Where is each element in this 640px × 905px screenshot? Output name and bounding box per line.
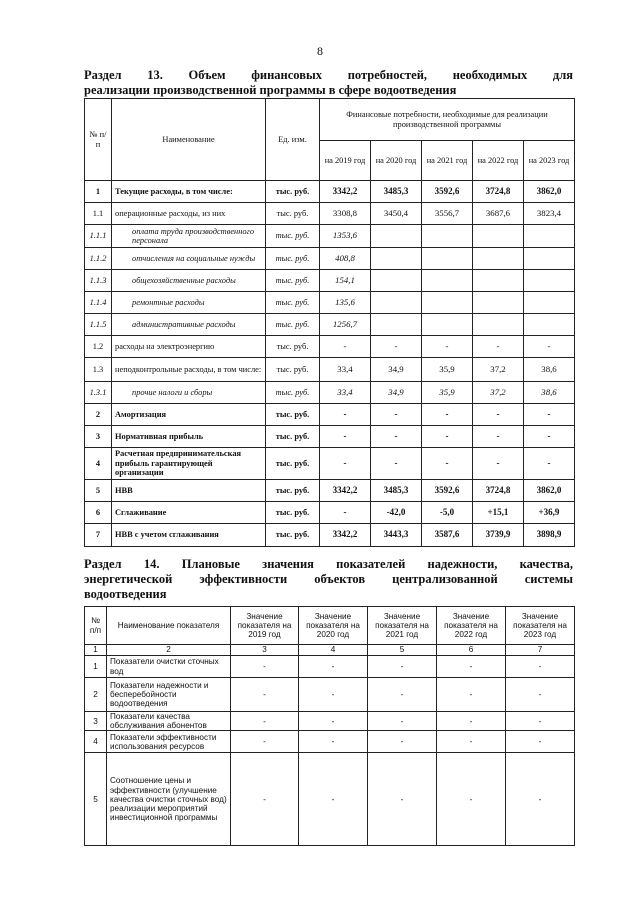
row-value xyxy=(524,225,575,248)
header-year: на 2021 год xyxy=(422,141,473,181)
row-value: 135,6 xyxy=(320,292,371,314)
row-value: - xyxy=(320,336,371,358)
row-value: - xyxy=(524,336,575,358)
row-value xyxy=(524,270,575,292)
row-value xyxy=(524,292,575,314)
row-num: 1 xyxy=(85,181,112,203)
row-value: 3485,3 xyxy=(371,181,422,203)
header-year: на 2023 год xyxy=(524,141,575,181)
row-value xyxy=(473,248,524,270)
table-row xyxy=(85,731,575,753)
table-row xyxy=(85,314,575,336)
row-value: - xyxy=(437,656,506,678)
row-name: прочие налоги и сборы xyxy=(112,382,266,404)
row-num: 6 xyxy=(85,502,112,524)
index-cell: 1 xyxy=(85,645,107,656)
table-row xyxy=(85,181,575,203)
row-value: - xyxy=(320,404,371,426)
header-value: Значение показателя на 2022 год xyxy=(437,607,506,645)
row-value: - xyxy=(231,731,299,753)
header-year: на 2022 год xyxy=(473,141,524,181)
header-name: Наименование xyxy=(112,99,266,181)
row-name: Сглаживание xyxy=(112,502,266,524)
row-num: 1.1.3 xyxy=(85,270,112,292)
row-value: - xyxy=(473,404,524,426)
header-value: Значение показателя на 2020 год xyxy=(299,607,368,645)
row-value: 3862,0 xyxy=(524,181,575,203)
row-value: - xyxy=(368,731,437,753)
row-value: - xyxy=(368,753,437,846)
row-unit: тыс. руб. xyxy=(266,426,320,448)
row-value: - xyxy=(231,753,299,846)
row-value: 3592,6 xyxy=(422,181,473,203)
row-value: - xyxy=(422,404,473,426)
row-value xyxy=(422,270,473,292)
row-unit: тыс. руб. xyxy=(266,382,320,404)
header-year: на 2019 год xyxy=(320,141,371,181)
table-row xyxy=(85,358,575,382)
row-value: - xyxy=(368,656,437,678)
header-value: Значение показателя на 2019 год xyxy=(231,607,299,645)
row-name: Показатели эффективности использования ресурсов xyxy=(107,731,231,753)
row-num: 7 xyxy=(85,524,112,547)
header-year: на 2020 год xyxy=(371,141,422,181)
row-value: - xyxy=(506,753,575,846)
table-row xyxy=(85,225,575,248)
table-row xyxy=(85,502,575,524)
row-value: - xyxy=(506,731,575,753)
row-name: НВВ xyxy=(112,480,266,502)
row-value xyxy=(524,248,575,270)
row-value: - xyxy=(368,678,437,712)
row-value: - xyxy=(371,448,422,480)
row-value: - xyxy=(371,336,422,358)
row-num: 1.1.1 xyxy=(85,225,112,248)
row-value: 3592,6 xyxy=(422,480,473,502)
row-value xyxy=(473,314,524,336)
row-name: Показатели надежности и бесперебойности водоотведения xyxy=(107,678,231,712)
table-row xyxy=(85,678,575,712)
row-value: 3308,8 xyxy=(320,203,371,225)
table-row xyxy=(85,524,575,547)
row-value: - xyxy=(437,731,506,753)
table-row xyxy=(85,203,575,225)
row-unit: тыс. руб. xyxy=(266,358,320,382)
row-name: Соотношение цены и эффективности (улучшение качества очистки сточных вод) реализации мероприятий инвестиционной программы xyxy=(107,753,231,846)
row-name: Показатели качества обслуживания абонентов xyxy=(107,712,231,731)
row-value: 3556,7 xyxy=(422,203,473,225)
row-num: 1.1.2 xyxy=(85,248,112,270)
row-value: 3898,9 xyxy=(524,524,575,547)
table-row xyxy=(85,712,575,731)
index-cell: 6 xyxy=(437,645,506,656)
row-num: 1.1.5 xyxy=(85,314,112,336)
row-value xyxy=(371,270,422,292)
row-unit: тыс. руб. xyxy=(266,314,320,336)
row-value: - xyxy=(437,678,506,712)
row-name: Нормативная прибыль xyxy=(112,426,266,448)
row-name: отчисления на социальные нужды xyxy=(112,248,266,270)
row-value: -5,0 xyxy=(422,502,473,524)
table-row xyxy=(85,448,575,480)
row-value: - xyxy=(524,404,575,426)
row-value: - xyxy=(320,502,371,524)
row-name: НВВ с учетом сглаживания xyxy=(112,524,266,547)
section-14-title-line: Раздел 14. Плановые значения показателей надежности, качества, xyxy=(84,557,573,571)
row-value: 33,4 xyxy=(320,382,371,404)
row-num: 5 xyxy=(85,480,112,502)
index-cell: 7 xyxy=(506,645,575,656)
row-value: - xyxy=(299,731,368,753)
row-value: - xyxy=(437,753,506,846)
row-value: 34,9 xyxy=(371,382,422,404)
row-name: расходы на электроэнергию xyxy=(112,336,266,358)
table-row xyxy=(85,248,575,270)
row-name: административные расходы xyxy=(112,314,266,336)
row-value: 1353,6 xyxy=(320,225,371,248)
row-value: 3823,4 xyxy=(524,203,575,225)
row-unit: тыс. руб. xyxy=(266,448,320,480)
row-value: -42,0 xyxy=(371,502,422,524)
row-name: общехозяйственные расходы xyxy=(112,270,266,292)
row-name: оплата труда производственного персонала xyxy=(112,225,266,248)
table-row xyxy=(85,480,575,502)
row-value: - xyxy=(320,448,371,480)
row-unit: тыс. руб. xyxy=(266,292,320,314)
section-13-title-line: Раздел 13. Объем финансовых потребностей, необходимых для xyxy=(84,68,573,82)
row-num: 5 xyxy=(85,753,107,846)
table-row xyxy=(85,382,575,404)
row-value: - xyxy=(368,712,437,731)
row-num: 2 xyxy=(85,678,107,712)
row-value xyxy=(473,270,524,292)
header-name: Наименование показателя xyxy=(107,607,231,645)
row-value: 1256,7 xyxy=(320,314,371,336)
row-value: - xyxy=(299,753,368,846)
table-row xyxy=(85,753,575,846)
row-value xyxy=(422,248,473,270)
row-unit: тыс. руб. xyxy=(266,502,320,524)
row-value xyxy=(371,248,422,270)
row-unit: тыс. руб. xyxy=(266,181,320,203)
row-value: - xyxy=(299,712,368,731)
table-row xyxy=(85,292,575,314)
row-value: 35,9 xyxy=(422,358,473,382)
financial-needs-table xyxy=(84,98,575,547)
row-unit: тыс. руб. xyxy=(266,248,320,270)
row-unit: тыс. руб. xyxy=(266,404,320,426)
row-unit: тыс. руб. xyxy=(266,336,320,358)
row-value: 37,2 xyxy=(473,382,524,404)
row-num: 3 xyxy=(85,426,112,448)
row-value: 408,8 xyxy=(320,248,371,270)
row-unit: тыс. руб. xyxy=(266,270,320,292)
row-value: 37,2 xyxy=(473,358,524,382)
row-value: - xyxy=(506,712,575,731)
row-value: - xyxy=(320,426,371,448)
row-value xyxy=(524,314,575,336)
table-row xyxy=(85,426,575,448)
row-value xyxy=(371,225,422,248)
row-value: - xyxy=(299,656,368,678)
row-value xyxy=(371,292,422,314)
row-value: - xyxy=(506,656,575,678)
row-num: 1 xyxy=(85,656,107,678)
row-name: Текущие расходы, в том числе: xyxy=(112,181,266,203)
row-value: - xyxy=(524,426,575,448)
section-13-title xyxy=(84,68,573,98)
row-num: 1.1 xyxy=(85,203,112,225)
row-value: 33,4 xyxy=(320,358,371,382)
row-value: - xyxy=(437,712,506,731)
row-unit: тыс. руб. xyxy=(266,480,320,502)
header-unit: Ед. изм. xyxy=(266,99,320,181)
row-value: 38,6 xyxy=(524,358,575,382)
table-row xyxy=(85,270,575,292)
header-value: Значение показателя на 2023 год xyxy=(506,607,575,645)
row-value xyxy=(473,225,524,248)
row-unit: тыс. руб. xyxy=(266,524,320,547)
row-value: - xyxy=(473,426,524,448)
row-num: 3 xyxy=(85,712,107,731)
row-value: 3443,3 xyxy=(371,524,422,547)
row-value: +15,1 xyxy=(473,502,524,524)
row-value: 3342,2 xyxy=(320,480,371,502)
row-value: - xyxy=(231,656,299,678)
row-value: - xyxy=(506,678,575,712)
row-value xyxy=(473,292,524,314)
row-name: неподконтрольные расходы, в том числе: xyxy=(112,358,266,382)
section-14-title-line: энергетической эффективности объектов централизованной системы xyxy=(84,572,573,586)
table-row xyxy=(85,336,575,358)
header-num: № п/п xyxy=(85,99,112,181)
row-value: 3687,6 xyxy=(473,203,524,225)
section-14-title xyxy=(84,557,573,602)
row-value: - xyxy=(231,678,299,712)
row-num: 1.3 xyxy=(85,358,112,382)
row-name: ремонтные расходы xyxy=(112,292,266,314)
row-value: 3485,3 xyxy=(371,480,422,502)
row-unit: тыс. руб. xyxy=(266,203,320,225)
section-13-title-line: реализации производственной программы в сфере водоотведения xyxy=(84,83,457,97)
index-row xyxy=(85,645,575,656)
table-row xyxy=(85,404,575,426)
row-value: - xyxy=(371,426,422,448)
row-value xyxy=(422,292,473,314)
row-value xyxy=(422,314,473,336)
row-value: - xyxy=(524,448,575,480)
row-value: - xyxy=(299,678,368,712)
row-value: - xyxy=(371,404,422,426)
row-value: 3724,8 xyxy=(473,480,524,502)
row-value: - xyxy=(473,336,524,358)
indicators-table xyxy=(84,606,575,846)
row-value: +36,9 xyxy=(524,502,575,524)
row-value xyxy=(422,225,473,248)
row-value: - xyxy=(422,336,473,358)
row-value: 38,6 xyxy=(524,382,575,404)
row-name: Расчетная предпринимательская прибыль гарантирующей организации xyxy=(112,448,266,480)
section-14-title-line: водоотведения xyxy=(84,587,167,601)
row-value xyxy=(371,314,422,336)
row-value: 3862,0 xyxy=(524,480,575,502)
row-value: 3342,2 xyxy=(320,524,371,547)
table-row xyxy=(85,656,575,678)
row-value: 3587,6 xyxy=(422,524,473,547)
row-value: - xyxy=(422,426,473,448)
index-cell: 5 xyxy=(368,645,437,656)
row-value: 154,1 xyxy=(320,270,371,292)
row-value: - xyxy=(473,448,524,480)
header-value: Значение показателя на 2021 год xyxy=(368,607,437,645)
row-name: Показатели очистки сточных вод xyxy=(107,656,231,678)
row-value: 3724,8 xyxy=(473,181,524,203)
row-num: 1.3.1 xyxy=(85,382,112,404)
row-name: операционные расходы, из них xyxy=(112,203,266,225)
row-unit: тыс. руб. xyxy=(266,225,320,248)
row-name: Амортизация xyxy=(112,404,266,426)
row-num: 2 xyxy=(85,404,112,426)
row-num: 4 xyxy=(85,448,112,480)
row-num: 4 xyxy=(85,731,107,753)
row-value: - xyxy=(231,712,299,731)
row-value: 3342,2 xyxy=(320,181,371,203)
row-value: 3739,9 xyxy=(473,524,524,547)
row-num: 1.2 xyxy=(85,336,112,358)
header-group: Финансовые потребности, необходимые для реализации производственной программы xyxy=(320,99,575,141)
page-number: 8 xyxy=(317,44,323,58)
index-cell: 2 xyxy=(107,645,231,656)
row-value: 34,9 xyxy=(371,358,422,382)
row-value: 35,9 xyxy=(422,382,473,404)
row-num: 1.1.4 xyxy=(85,292,112,314)
index-cell: 3 xyxy=(231,645,299,656)
row-value: - xyxy=(422,448,473,480)
row-value: 3450,4 xyxy=(371,203,422,225)
index-cell: 4 xyxy=(299,645,368,656)
header-num: № п/п xyxy=(85,607,107,645)
